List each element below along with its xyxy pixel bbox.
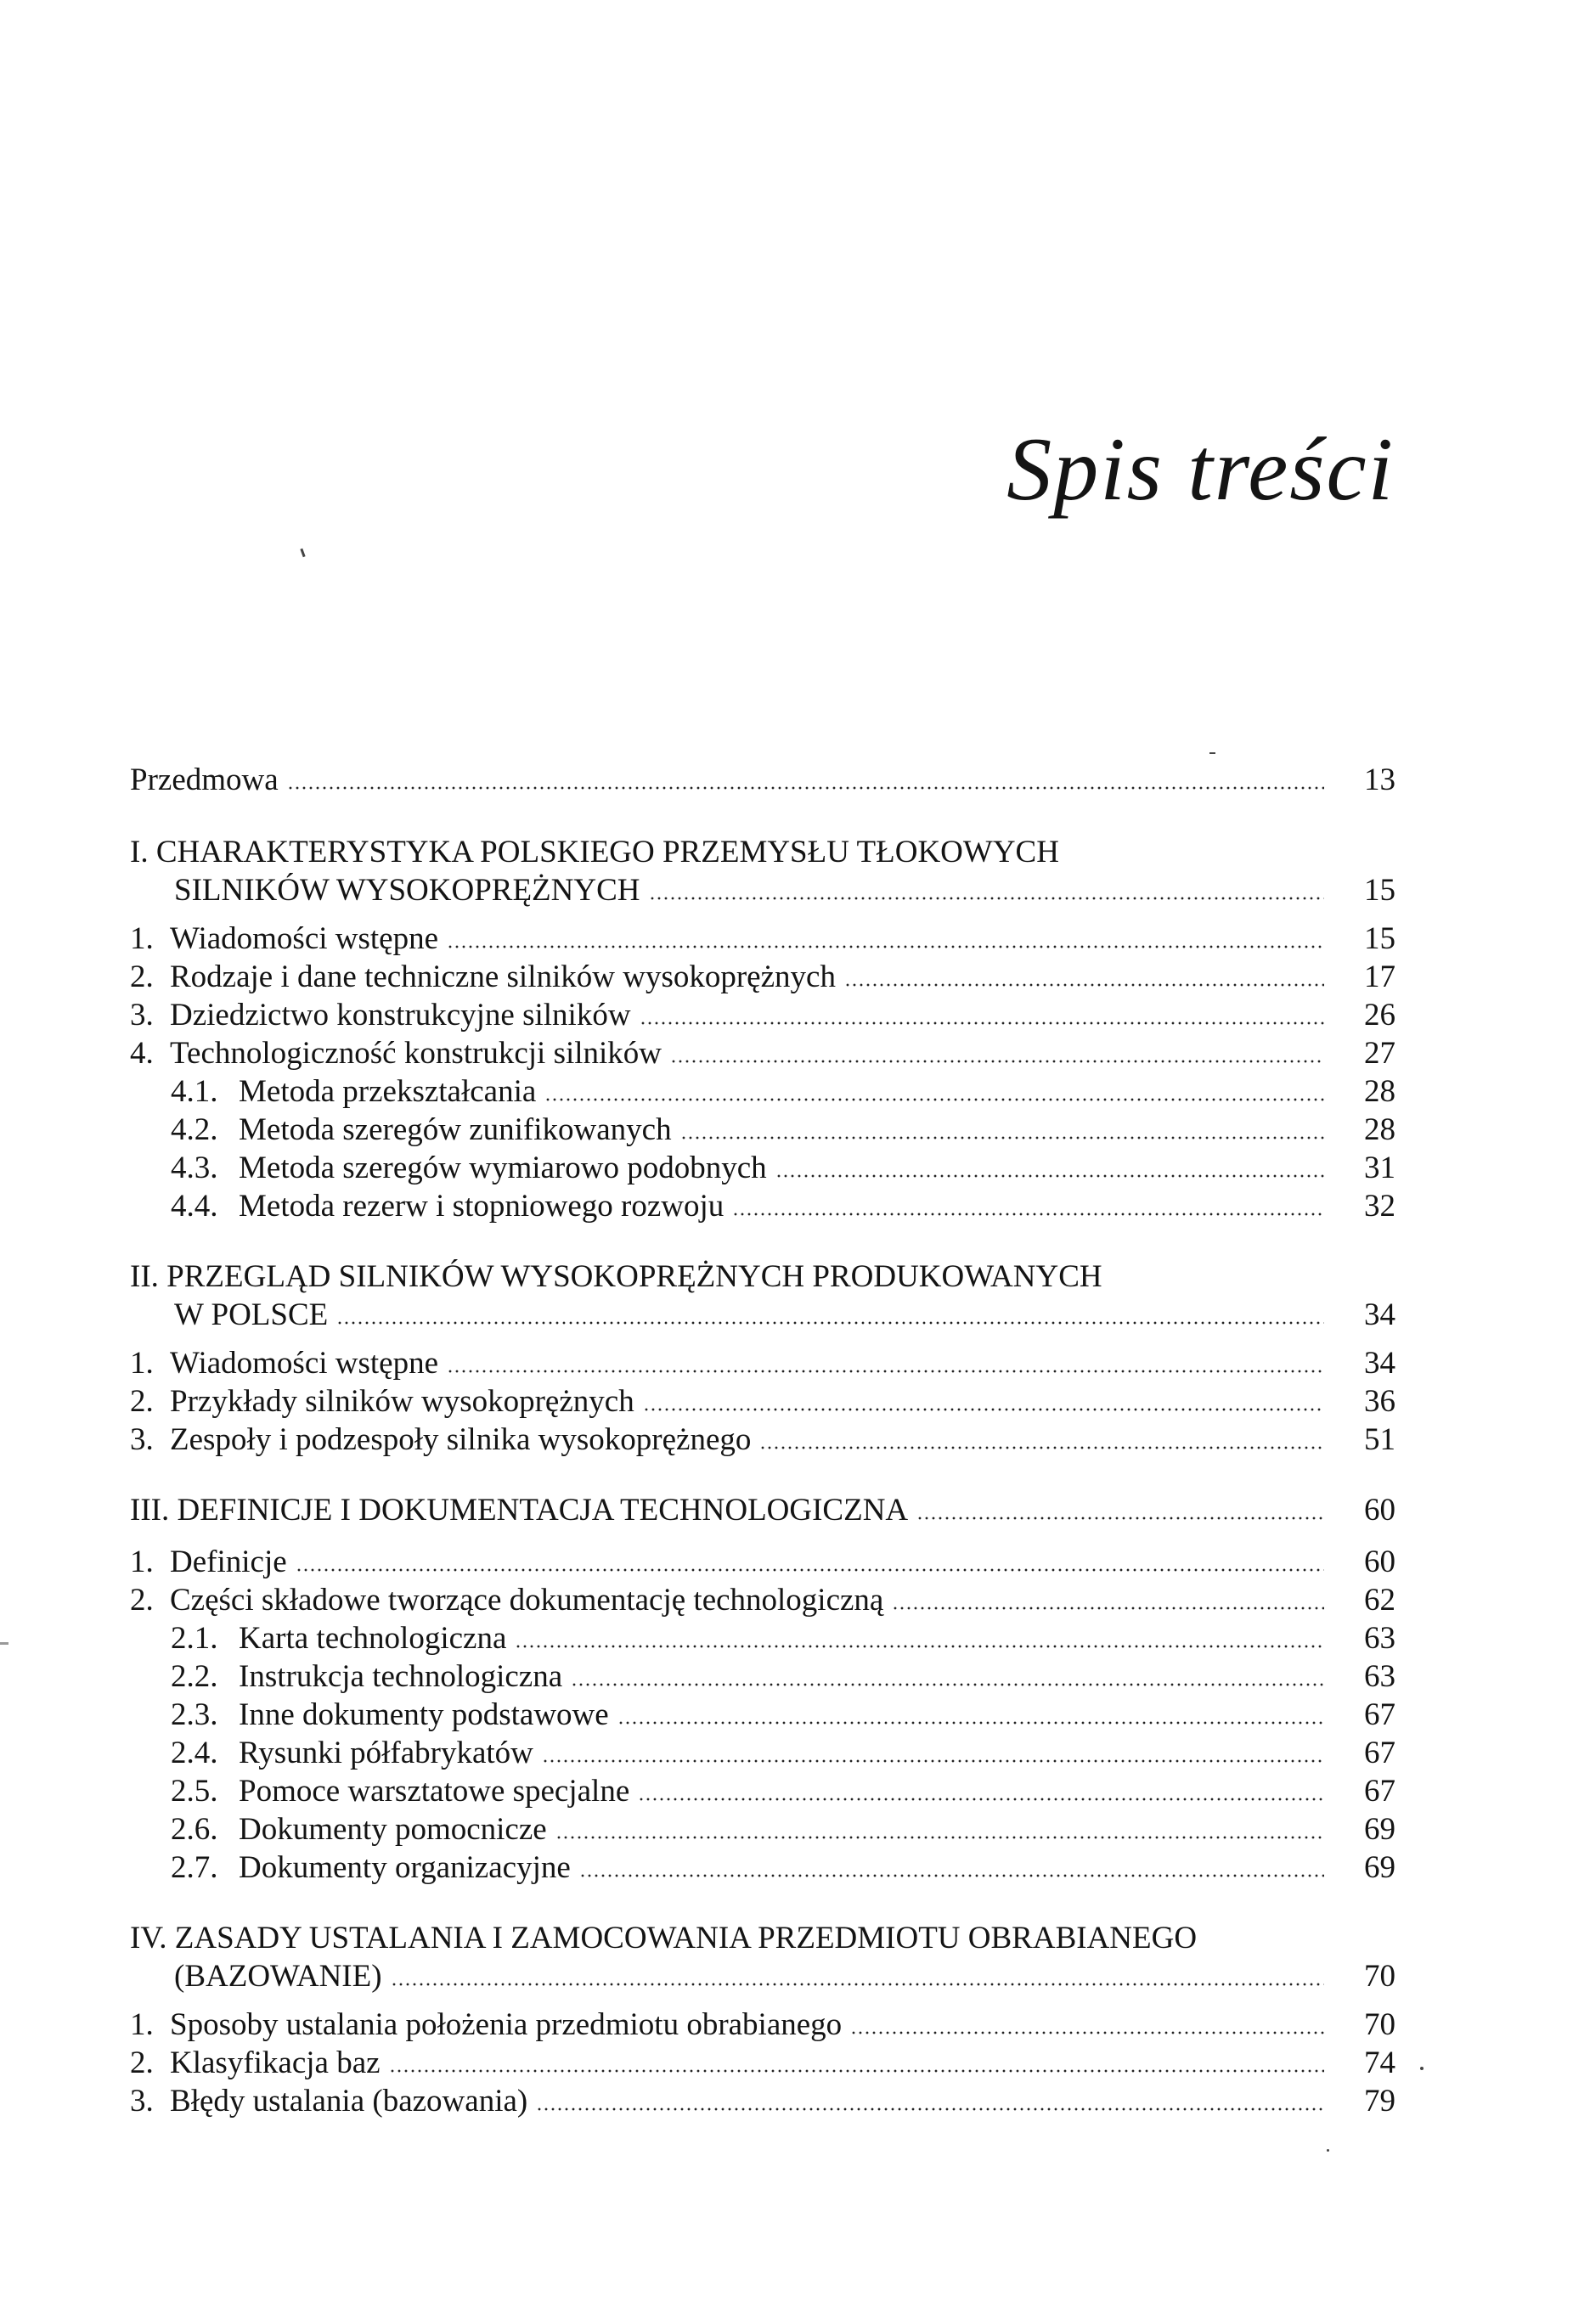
- toc-entry: [130, 920, 1395, 958]
- chapter-heading: [130, 833, 1395, 871]
- dot-leader: [555, 1836, 1324, 1839]
- entry-label: Wiadomości wstępne: [170, 921, 439, 956]
- toc-entry: [130, 1034, 1395, 1072]
- entry-number: 4.4.: [171, 1189, 218, 1224]
- scan-speck: [1420, 2067, 1424, 2070]
- dot-leader: [296, 1568, 1324, 1572]
- entry-label: Karta technologiczna: [239, 1621, 507, 1656]
- toc-page-number: 31: [1364, 1151, 1395, 1185]
- chapter-title-continuation: [130, 871, 1395, 909]
- table-of-contents: [130, 761, 1395, 2120]
- dot-leader: [447, 945, 1324, 948]
- toc-entry: [130, 958, 1395, 996]
- entry-number: 4.: [130, 1036, 154, 1071]
- dot-leader: [542, 1759, 1324, 1763]
- dot-leader: [892, 1607, 1324, 1610]
- toc-page-number: 79: [1364, 2084, 1395, 2119]
- toc-page-number: 27: [1364, 1036, 1395, 1071]
- entry-number: 2.6.: [171, 1812, 218, 1847]
- entry-number: 2.: [130, 1583, 154, 1618]
- entry-number: 1.: [130, 1545, 154, 1579]
- toc-entry: [130, 1543, 1395, 1581]
- dot-leader: [389, 2069, 1324, 2073]
- chapter-title-line1: CHARAKTERYSTYKA POLSKIEGO PRZEMYSŁU TŁOKOWYCH: [155, 835, 1059, 869]
- toc-entry: [130, 2006, 1395, 2044]
- dot-leader: [287, 786, 1324, 790]
- entry-number: 4.3.: [171, 1151, 218, 1185]
- toc-entry-preface: [130, 761, 1395, 799]
- entry-number: 1.: [130, 1346, 154, 1381]
- entry-label: Części składowe tworzące dokumentację technologiczną: [170, 1583, 884, 1618]
- chapter-title-line2: W POLSCE: [174, 1297, 329, 1332]
- dot-leader: [336, 1321, 1324, 1325]
- dot-leader: [447, 1370, 1324, 1373]
- entry-number: 2.: [130, 1384, 154, 1419]
- chapter-title-continuation: [130, 1957, 1395, 1995]
- chapter-heading: [130, 1258, 1395, 1296]
- toc-page-number: 70: [1364, 2007, 1395, 2042]
- chapter-4: [130, 1919, 1395, 2120]
- toc-page-number: 63: [1364, 1621, 1395, 1656]
- entry-number: 2.: [130, 959, 154, 994]
- toc-page-number: 28: [1364, 1112, 1395, 1147]
- toc-subentry: [130, 1734, 1395, 1772]
- toc-entry: [130, 1344, 1395, 1382]
- chapter-roman: II.: [130, 1259, 159, 1294]
- toc-page-number: 15: [1364, 921, 1395, 956]
- entry-number: 2.5.: [171, 1774, 218, 1809]
- dot-leader: [544, 1098, 1324, 1101]
- chapter-1: [130, 833, 1395, 1225]
- toc-subentry: [130, 1111, 1395, 1149]
- toc-subentry: [130, 1149, 1395, 1187]
- chapter-roman: IV.: [130, 1921, 167, 1955]
- entry-number: 4.1.: [171, 1074, 218, 1109]
- dot-leader: [617, 1721, 1324, 1725]
- toc-entry: [130, 2082, 1395, 2120]
- dot-leader: [775, 1174, 1324, 1178]
- entry-label: Metoda szeregów zunifikowanych: [239, 1112, 672, 1147]
- dot-leader: [916, 1517, 1324, 1520]
- chapter-title-continuation: [130, 1296, 1395, 1334]
- chapter-title-line2: (BAZOWANIE): [174, 1959, 382, 1994]
- dot-leader: [670, 1060, 1324, 1063]
- entry-number: 1.: [130, 921, 154, 956]
- scan-speck: [300, 549, 305, 557]
- toc-subentry: [130, 1072, 1395, 1111]
- toc-page-number: 62: [1364, 1583, 1395, 1618]
- toc-page-number: 36: [1364, 1384, 1395, 1419]
- dot-leader: [515, 1645, 1324, 1648]
- toc-entry: [130, 1581, 1395, 1619]
- toc-page-number: 26: [1364, 998, 1395, 1033]
- toc-page-number: 15: [1364, 873, 1395, 908]
- entry-number: 2.: [130, 2045, 154, 2080]
- entry-label: Przykłady silników wysokoprężnych: [170, 1384, 634, 1419]
- dot-leader: [391, 1983, 1324, 1986]
- chapter-roman: III.: [130, 1493, 170, 1528]
- dot-leader: [649, 897, 1325, 900]
- chapter-title-line1: PRZEGLĄD SILNIKÓW WYSOKOPRĘŻNYCH PRODUKOWANYCH: [166, 1259, 1102, 1294]
- entry-number: 1.: [130, 2007, 154, 2042]
- entry-label: Instrukcja technologiczna: [239, 1659, 563, 1694]
- toc-page-number: 51: [1364, 1422, 1395, 1457]
- toc-page-number: 28: [1364, 1074, 1395, 1109]
- entry-label: Dokumenty pomocnicze: [239, 1812, 547, 1847]
- entry-number: 4.2.: [171, 1112, 218, 1147]
- toc-entry: [130, 996, 1395, 1034]
- dot-leader: [732, 1213, 1324, 1216]
- entry-number: 3.: [130, 2084, 154, 2119]
- toc-page-number: 67: [1364, 1697, 1395, 1732]
- toc-subentry: [130, 1810, 1395, 1849]
- toc-page-number: 69: [1364, 1812, 1395, 1847]
- dot-leader: [571, 1683, 1324, 1686]
- scan-speck: [1209, 752, 1215, 754]
- entry-label: Inne dokumenty podstawowe: [239, 1697, 609, 1732]
- toc-page-number: 70: [1364, 1959, 1395, 1994]
- toc-subentry: [130, 1696, 1395, 1734]
- entry-number: 2.4.: [171, 1736, 218, 1770]
- toc-entry: [130, 1382, 1395, 1421]
- dot-leader: [638, 1798, 1324, 1801]
- entry-label: Zespoły i podzespoły silnika wysokoprężnego: [170, 1422, 752, 1457]
- toc-page-number: 60: [1364, 1493, 1395, 1528]
- entry-number: 2.7.: [171, 1850, 218, 1885]
- toc-entry: [130, 1421, 1395, 1459]
- toc-subentry: [130, 1772, 1395, 1810]
- dot-leader: [844, 983, 1324, 987]
- toc-page-number: 74: [1364, 2045, 1395, 2080]
- toc-page-number: 17: [1364, 959, 1395, 994]
- entry-label: Definicje: [170, 1545, 287, 1579]
- entry-number: 3.: [130, 998, 154, 1033]
- scan-speck: [0, 1642, 8, 1645]
- entry-number: 2.1.: [171, 1621, 218, 1656]
- dot-leader: [850, 2031, 1324, 2034]
- entry-label: Metoda przekształcania: [239, 1074, 537, 1109]
- entry-label: Metoda szeregów wymiarowo podobnych: [239, 1151, 767, 1185]
- toc-subentry: [130, 1657, 1395, 1696]
- dot-leader: [759, 1446, 1324, 1449]
- entry-label: Metoda rezerw i stopniowego rozwoju: [239, 1189, 724, 1224]
- toc-page-number: 34: [1364, 1297, 1395, 1332]
- entry-label: Rysunki półfabrykatów: [239, 1736, 533, 1770]
- toc-page-number: 32: [1364, 1189, 1395, 1224]
- chapter-title-line2: SILNIKÓW WYSOKOPRĘŻNYCH: [174, 873, 640, 908]
- entry-label: Dziedzictwo konstrukcyjne silników: [170, 998, 631, 1033]
- entry-label: Rodzaje i dane techniczne silników wysokoprężnych: [170, 959, 836, 994]
- toc-page-number: 67: [1364, 1774, 1395, 1809]
- toc-page-number: 69: [1364, 1850, 1395, 1885]
- entry-label: Sposoby ustalania położenia przedmiotu obrabianego: [170, 2007, 843, 2042]
- toc-page-number: 63: [1364, 1659, 1395, 1694]
- toc-page-number: 67: [1364, 1736, 1395, 1770]
- toc-page-number: 60: [1364, 1545, 1395, 1579]
- entry-number: 2.3.: [171, 1697, 218, 1732]
- entry-number: 3.: [130, 1422, 154, 1457]
- chapter-title-line1: DEFINICJE I DOKUMENTACJA TECHNOLOGICZNA: [177, 1493, 909, 1528]
- dot-leader: [536, 2107, 1324, 2111]
- toc-subentry: [130, 1619, 1395, 1657]
- chapter-3: [130, 1491, 1395, 1887]
- entry-label: Wiadomości wstępne: [170, 1346, 439, 1381]
- entry-label: Technologiczność konstrukcji silników: [170, 1036, 662, 1071]
- chapter-2: [130, 1258, 1395, 1459]
- chapter-heading: [130, 1491, 1395, 1529]
- toc-page-number: 34: [1364, 1346, 1395, 1381]
- toc-subentry: [130, 1849, 1395, 1887]
- entry-label: Klasyfikacja baz: [170, 2045, 381, 2080]
- chapter-title-line1: ZASADY USTALANIA I ZAMOCOWANIA PRZEDMIOTU OBRABIANEGO: [174, 1921, 1198, 1955]
- toc-page-number: 13: [1364, 762, 1395, 797]
- chapter-heading: [130, 1919, 1395, 1957]
- entry-label: Dokumenty organizacyjne: [239, 1850, 571, 1885]
- page-title: Spis treści: [1006, 419, 1395, 519]
- scan-speck: [1327, 2149, 1329, 2152]
- dot-leader: [579, 1874, 1324, 1877]
- entry-label: Pomoce warsztatowe specjalne: [239, 1774, 630, 1809]
- entry-number: 2.2.: [171, 1659, 218, 1694]
- dot-leader: [640, 1021, 1324, 1025]
- chapter-roman: I.: [130, 835, 149, 869]
- dot-leader: [680, 1136, 1324, 1139]
- toc-entry: [130, 2044, 1395, 2082]
- entry-label: Błędy ustalania (bazowania): [170, 2084, 528, 2119]
- dot-leader: [643, 1408, 1324, 1411]
- toc-entry-label: Przedmowa: [130, 762, 279, 797]
- toc-subentry: [130, 1187, 1395, 1225]
